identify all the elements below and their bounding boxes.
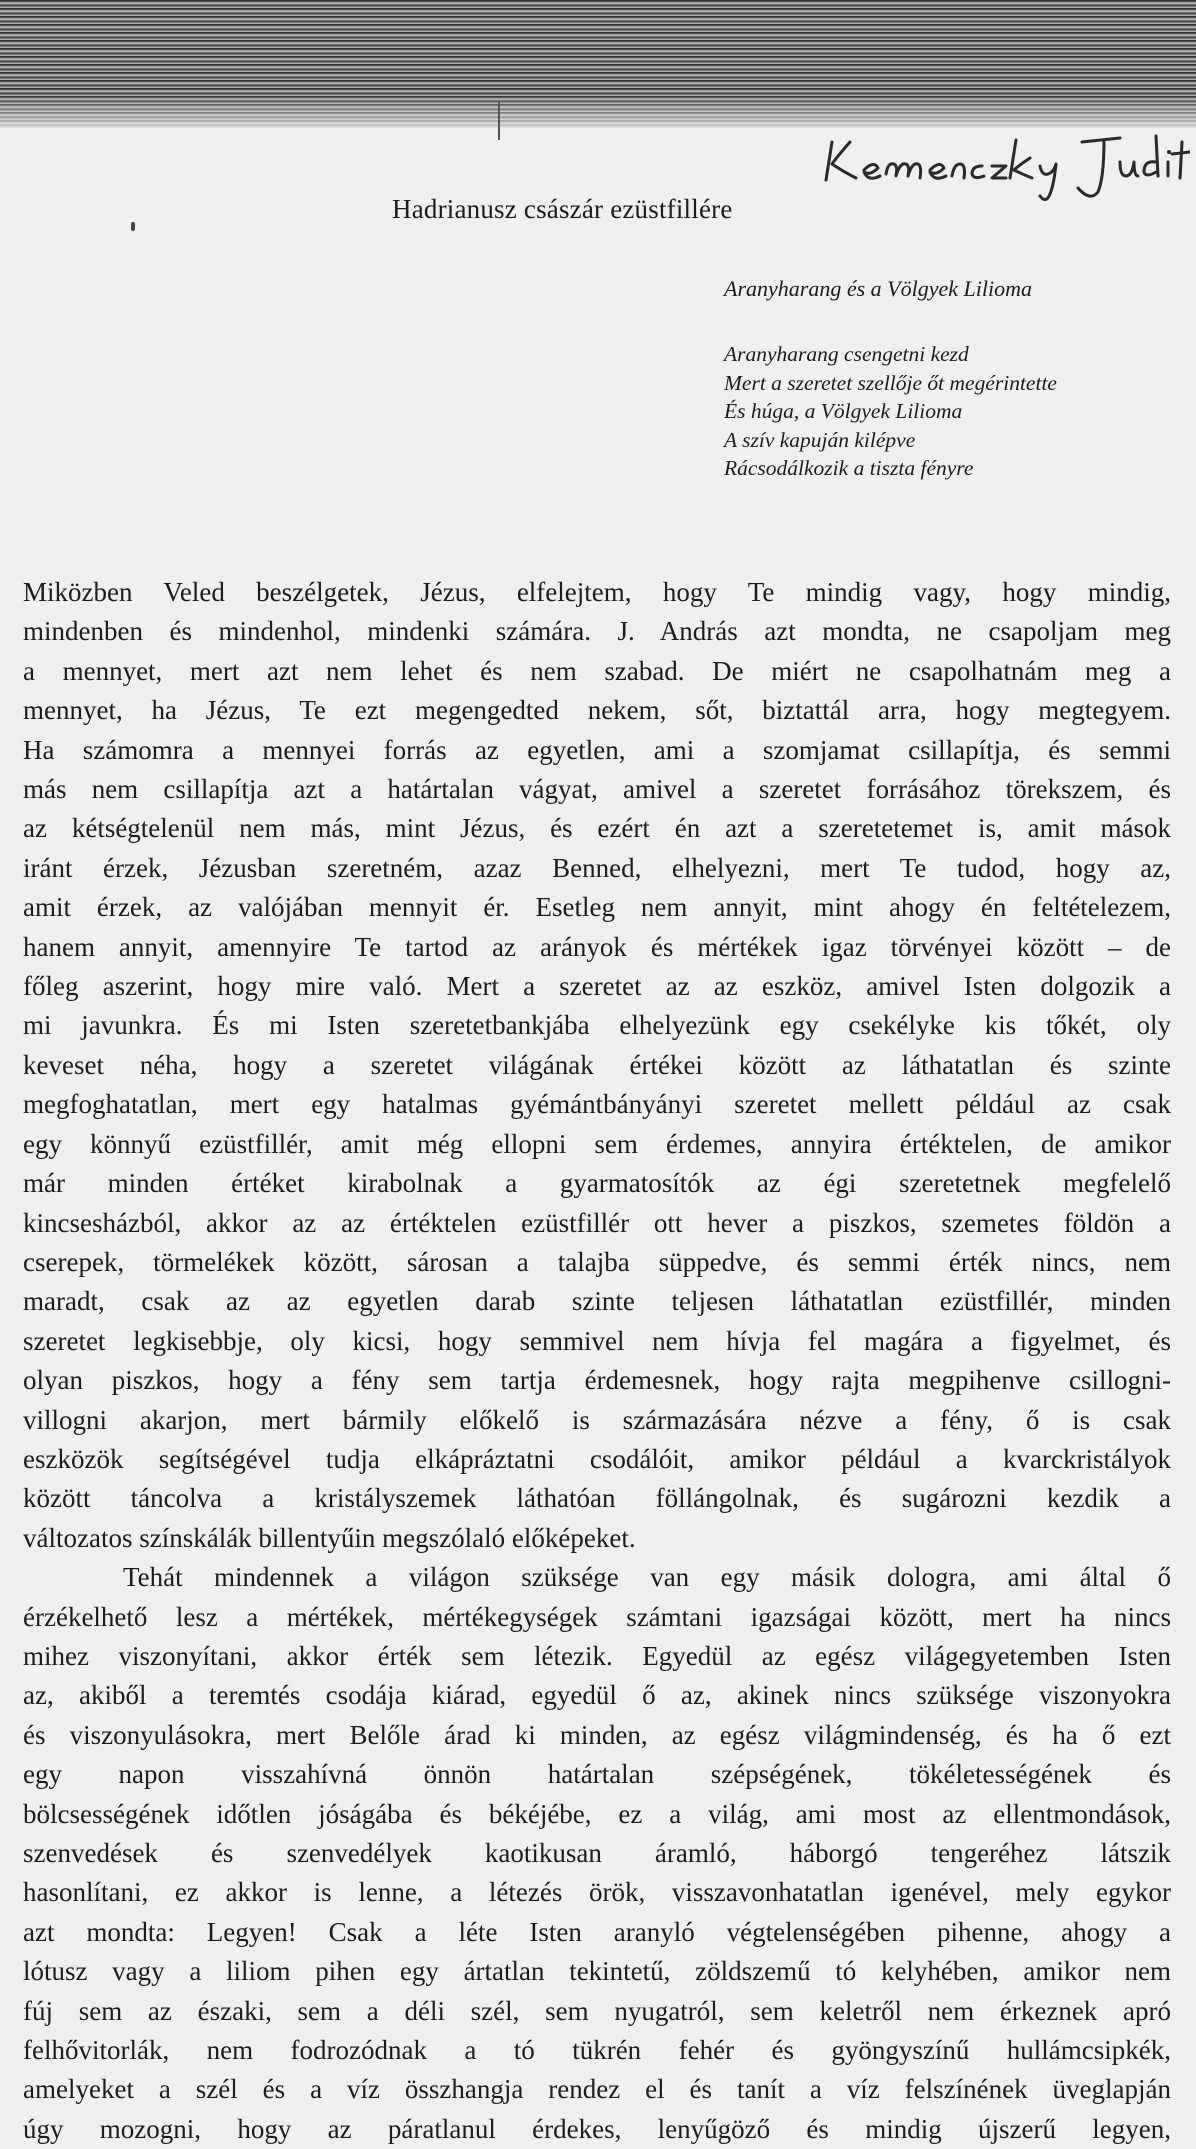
text-line: hanem annyit, amennyire Te tartod az arányok és mértékek igaz törvényei között – de — [23, 931, 1171, 962]
author-signature — [820, 128, 1190, 206]
text-line: bölcsességének időtlen jóságába és békéjébe, ez a világ, ami most az ellentmondások, — [23, 1798, 1171, 1829]
text-line: lótusz vagy a liliom pihen egy ártatlan tekintetű, zöldszemű tó kelyhében, amikor nem — [23, 1956, 1171, 1987]
text-line: az, akiből a teremtés csodája kiárad, egyedül ő az, akinek nincs szüksége viszonyokra — [23, 1680, 1171, 1711]
text-line: megfoghatatlan, mert egy hatalmas gyémántbányányi szeretet mellett például az csak — [23, 1089, 1171, 1120]
motto-title: Aranyharang és a Völgyek Lilioma — [724, 276, 1032, 301]
text-line: szenvedések és szenvedélyek kaotikusan áramló, háborgó tengeréhez látszik — [23, 1838, 1171, 1868]
text-line: azt mondta: Legyen! Csak a léte Isten aranyló végtelenségében pihenne, ahogy a — [23, 1916, 1171, 1947]
text-line: olyan piszkos, hogy a fény sem tartja érdemesnek, hogy rajta megpihenve csillogni- — [23, 1365, 1171, 1396]
paragraph-2 — [23, 1558, 1171, 2149]
motto-poem — [724, 340, 1184, 483]
text-line: kincsesházból, akkor az az értéktelen ezüstfillér ott hever a piszkos, szemetes földön a — [23, 1207, 1171, 1238]
text-line: hasonlítani, ez akkor is lenne, a létezés örök, visszavonhatatlan igenével, mely egykor — [23, 1877, 1171, 1908]
text-line: eszközök segítségével tudja elkápráztatni csodálóit, amikor például a kvarckristályok — [23, 1443, 1171, 1474]
text-line: már minden értéket kirabolnak a gyarmatosítók az égi szeretetnek megfelelő — [23, 1168, 1171, 1199]
text-line: fúj sem az északi, sem a déli szél, sem nyugatról, sem keletről nem érkeznek apró — [23, 1995, 1171, 2026]
text-line: változatos színskálák billentyűin megszólaló előképeket. — [23, 1522, 636, 1553]
text-line: és viszonyulásokra, mert Belőle árad ki minden, az egész világmindenség, és ha ő ezt — [23, 1719, 1171, 1750]
text-line: felhővitorlák, nem fodrozódnak a tó tükrén fehér és gyöngyszínű hullámcsipkék, — [23, 2035, 1171, 2066]
text-line: szeretet legkisebbje, oly kicsi, hogy semmivel nem hívja fel magára a figyelmet, és — [23, 1325, 1171, 1356]
text-line: mi javunkra. És mi Isten szeretetbankjába elhelyezünk egy csekélyke kis tőkét, oly — [23, 1010, 1171, 1041]
text-line: amelyeket a szél és a víz összhangja rendez el és tanít a víz felszínének üveglapján — [23, 2074, 1171, 2105]
poem-line: A szív kapuján kilépve — [724, 427, 916, 452]
text-line: között táncolva a kristályszemek láthatóan föllángolnak, és sugározni kezdik a — [23, 1483, 1171, 1514]
text-line: úgy mozogni, hogy az páratlanul érdekes, lenyűgöző és mindig újszerű legyen, — [23, 2113, 1171, 2144]
handwritten-signature — [820, 128, 1190, 206]
text-line: amit érzek, az valójában mennyit ér. Esetleg nem annyit, mint ahogy én feltételezem, — [23, 892, 1171, 923]
text-line: Tehát mindennek a világon szüksége van egy másik dologra, ami által ő — [123, 1562, 1171, 1593]
text-line: a mennyet, mert azt nem lehet és nem szabad. De miért ne csapolhatnám meg a — [23, 655, 1171, 686]
poem-line: Rácsodálkozik a tiszta fényre — [724, 456, 974, 480]
text-line: keveset néha, hogy a szeretet világának értékei között az láthatatlan és szinte — [23, 1049, 1171, 1080]
text-line: villogni akarjon, mert bármily előkelő is származására nézve a fény, ő is csak — [23, 1404, 1171, 1435]
text-line: mennyet, ha Jézus, Te ezt megengedted nekem, sőt, biztattál arra, hogy megtegyem. — [23, 695, 1171, 726]
text-line: főleg aszerint, hogy mire való. Mert a szeretet az az eszköz, amivel Isten dolgozik a — [23, 971, 1171, 1002]
poem-line: Aranyharang csengetni kezd — [724, 342, 969, 366]
text-line: mindenben és mindenhol, mindenki számára. J. András azt mondta, ne csapoljam meg — [23, 616, 1171, 647]
text-line: egy könnyű ezüstfillér, amit még ellopni sem érdemes, annyira értéktelen, de amikor — [23, 1128, 1171, 1159]
text-line: egy napon visszahívná önnön határtalan szépségének, tökéletességének és — [23, 1759, 1171, 1790]
text-line: mihez viszonyítani, akkor érték sem létezik. Egyedül az egész világegyetemben Isten — [23, 1640, 1171, 1671]
scan-speck — [131, 222, 135, 231]
text-line: Miközben Veled beszélgetek, Jézus, elfelejtem, hogy Te mindig vagy, hogy mindig, — [23, 577, 1171, 607]
poem-line: És húga, a Völgyek Lilioma — [724, 399, 963, 423]
page-title: Hadrianusz császár ezüstfillére — [392, 194, 733, 224]
text-line: más nem csillapítja azt a határtalan vágyat, amivel a szeretet forrásához törekszem, és — [23, 774, 1171, 805]
body-text — [23, 573, 1171, 2149]
paragraph-1 — [23, 573, 1171, 1558]
text-line: érzékelhető lesz a mértékek, mértékegységek számtani igazságai között, mert ha nincs — [23, 1601, 1171, 1632]
text-line: cserepek, törmelékek között, sárosan a talajba süppedve, és semmi érték nincs, nem — [23, 1246, 1171, 1277]
text-line: Ha számomra a mennyei forrás az egyetlen, ami a szomjamat csillapítja, és semmi — [23, 734, 1171, 765]
poem-line: Mert a szeretet szellője őt megérintette — [724, 370, 1057, 395]
text-line: iránt érzek, Jézusban szeretném, azaz Benned, elhelyezni, mert Te tudod, hogy az, — [23, 852, 1171, 883]
text-line: az kétségtelenül nem más, mint Jézus, és ezért én azt a szeretetemet is, amit mások — [23, 813, 1171, 844]
text-line: maradt, csak az az egyetlen darab szinte teljesen láthatatlan ezüstfillér, minden — [23, 1286, 1171, 1317]
scan-mark — [498, 100, 500, 140]
